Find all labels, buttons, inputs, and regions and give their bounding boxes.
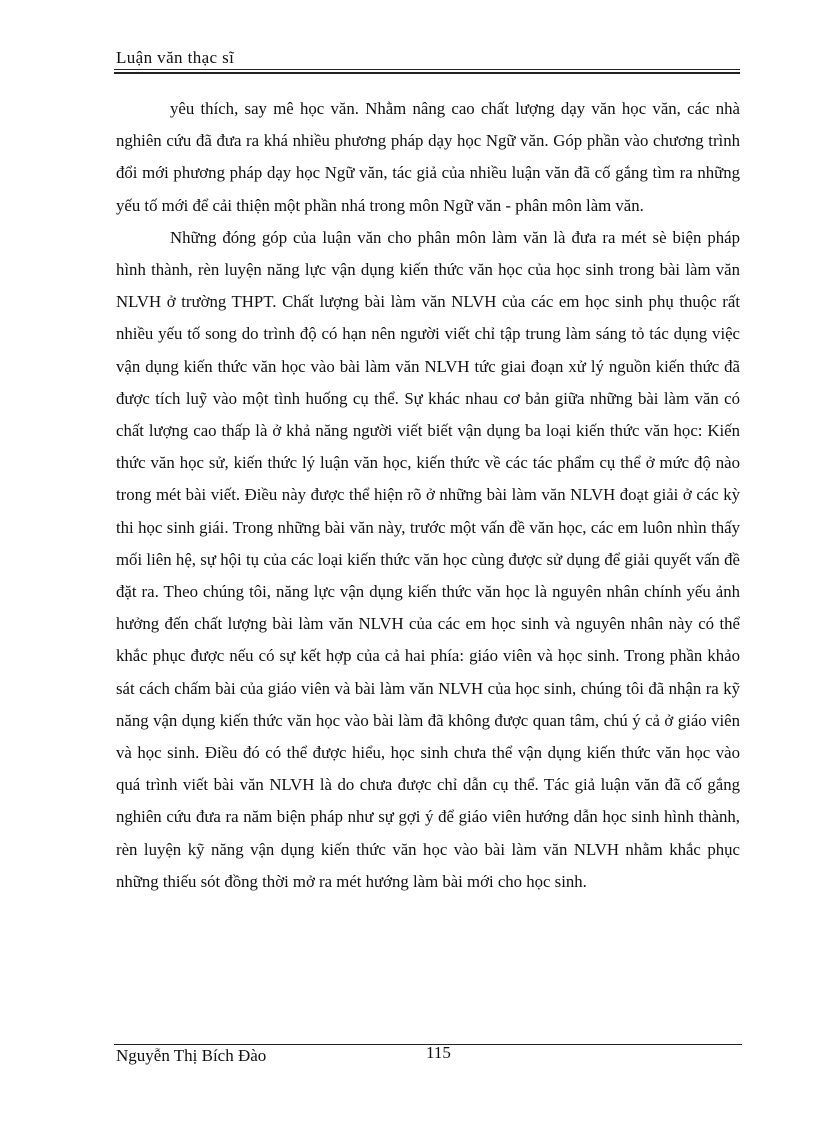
paragraph-contributions: Những đóng góp của luận văn cho phân môn làm văn là đưa ra mét sè biện pháp hình thành, rèn luyện năng lực vận dụng kiến thức văn học của học sinh trong bài làm văn NLVH ở trường THPT. Chất lượng bài làm văn NLVH của các em học sinh phụ thuộc rất nhiều yếu tố song do trình độ có hạn nên người viết chỉ tập trung làm sáng tỏ tác dụng việc vận dụng kiến thức văn học vào bài làm văn NLVH tức giai đoạn xử lý nguồn kiến thức đã được tích luỹ vào một tình huống cụ thể. Sự khác nhau cơ bản giữa những bài làm văn có chất lượng cao thấp là ở khả năng người viết biết vận dụng ba loại kiến thức văn học: Kiến thức văn học sử, kiến thức lý luận văn học, kiến thức về các tác phẩm cụ thể ở mức độ nào trong mét bài viết. Điều này được thể hiện rõ ở những bài làm văn NLVH đoạt giải ở các kỳ thi học sinh giái. Trong những bài văn này, trước một vấn đề văn học, các em luôn nhìn thấy mối liên hệ, sự hội tụ của các loại kiến thức văn học cùng được sử dụng để giải quyết vấn đề đặt ra. Theo chúng tôi, năng lực vận dụng kiến thức văn học là nguyên nhân chính yếu ảnh hưởng đến chất lượng bài làm văn NLVH của các em học sinh và nguyên nhân này có thể khắc phục được nếu có sự kết hợp của cả hai phía: giáo viên và học sinh. Trong phần khảo sát cách chấm bài của giáo viên và bài làm văn NLVH của học sinh, chúng tôi đã nhận ra kỹ năng vận dụng kiến thức văn học vào bài làm đã không được quan tâm, chú ý cả ở giáo viên và học sinh. Điều đó có thể được hiểu, học sinh chưa thể vận dụng kiến thức văn học vào quá trình viết bài văn NLVH là do chưa được chỉ dẫn cụ thể. Tác giả luận văn đã cố gắng nghiên cứu đưa ra năm biện pháp như sự gợi ý để giáo viên hướng dẫn học sinh hình thành, rèn luyện kỹ năng vận dụng kiến thức văn học vào bài làm văn NLVH nhằm khắc phục những thiếu sót đồng thời mở ra mét hướng làm bài mới cho học sinh. <box>116 227 740 891</box>
paragraph-continued: yêu thích, say mê học văn. Nhằm nâng cao chất lượng dạy văn học văn, các nhà nghiên cứu đã đưa ra khá nhiều phương pháp dạy học Ngữ văn. Góp phần vào chương trình đổi mới phương pháp dạy học Ngữ văn, tác giả của nhiều luận văn đã cố gắng tìm ra những yếu tố mới để cải thiện một phần nhá trong môn Ngữ văn - phân môn làm văn. <box>116 99 740 215</box>
page-number: 115 <box>426 1043 451 1062</box>
header-rule-thick <box>114 72 740 74</box>
running-header-title: Luận văn thạc sĩ <box>116 48 235 67</box>
footer-author: Nguyễn Thị Bích Đào <box>116 1046 267 1065</box>
header-rule-thin <box>114 69 740 70</box>
body-text <box>116 93 740 898</box>
